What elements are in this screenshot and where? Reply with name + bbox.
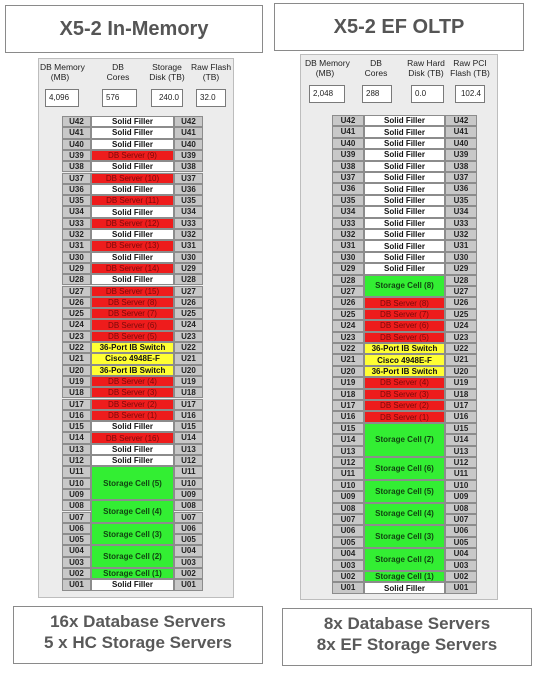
right-unit-label: U35 [445, 195, 477, 206]
left-unit-label: U23 [174, 331, 203, 342]
right-unit-label: U16 [332, 411, 364, 422]
left-unit-label: U07 [62, 512, 91, 523]
left-unit-label: U02 [174, 568, 203, 579]
left-header-3: Storage Disk (TB) [149, 62, 185, 82]
left-unit-label: U01 [174, 579, 203, 590]
right-unit-label: U42 [332, 115, 364, 126]
right-unit-label: U13 [445, 446, 477, 457]
left-unit-label: U35 [174, 195, 203, 206]
left-unit-label: U39 [174, 150, 203, 161]
right-unit-label: U20 [332, 366, 364, 377]
left-unit-label: U19 [174, 376, 203, 387]
left-unit-label: U20 [62, 365, 91, 376]
right-unit-label: U14 [332, 434, 364, 445]
right-unit-label: U24 [445, 320, 477, 331]
right-unit-label: U33 [332, 218, 364, 229]
left-component-cell: Storage Cell (4) [91, 500, 174, 523]
left-component-db: DB Server (8) [91, 297, 174, 308]
left-unit-label: U23 [62, 331, 91, 342]
right-component-db: DB Server (5) [364, 332, 445, 343]
right-component-db: DB Server (4) [364, 377, 445, 388]
right-unit-label: U36 [445, 183, 477, 194]
left-unit-label: U36 [174, 184, 203, 195]
left-unit-label: U37 [62, 173, 91, 184]
left-component-filler: Solid Filler [91, 444, 174, 455]
right-unit-label: U41 [332, 126, 364, 137]
left-component-filler: Solid Filler [91, 421, 174, 432]
left-component-db: DB Server (12) [91, 218, 174, 229]
right-unit-label: U07 [445, 514, 477, 525]
left-unit-label: U40 [62, 139, 91, 150]
right-title-text: X5-2 EF OLTP [333, 16, 465, 38]
left-unit-label: U06 [62, 523, 91, 534]
right-unit-label: U04 [332, 548, 364, 559]
right-header-3: Raw Hard Disk (TB) [407, 58, 445, 78]
right-unit-label: U24 [332, 320, 364, 331]
right-unit-label: U19 [332, 377, 364, 388]
right-unit-label: U03 [332, 560, 364, 571]
right-component-filler: Solid Filler [364, 161, 445, 172]
right-unit-label: U39 [332, 149, 364, 160]
right-component-filler: Solid Filler [364, 206, 445, 217]
left-component-filler: Solid Filler [91, 252, 174, 263]
left-unit-label: U08 [174, 500, 203, 511]
left-unit-label: U37 [174, 173, 203, 184]
left-header-1: DB Memory (MB) [40, 62, 85, 82]
left-component-ib: 36-Port IB Switch [91, 365, 174, 376]
right-unit-label: U38 [332, 161, 364, 172]
right-value-field-2: 288 [362, 85, 392, 103]
left-unit-label: U03 [62, 557, 91, 568]
left-component-db: DB Server (9) [91, 150, 174, 161]
left-unit-label: U15 [62, 421, 91, 432]
left-component-db: DB Server (4) [91, 376, 174, 387]
left-unit-label: U17 [62, 399, 91, 410]
left-unit-label: U22 [174, 342, 203, 353]
left-unit-label: U34 [62, 206, 91, 217]
right-unit-label: U12 [445, 457, 477, 468]
right-component-db: DB Server (2) [364, 400, 445, 411]
left-unit-label: U16 [62, 410, 91, 421]
right-unit-label: U29 [332, 263, 364, 274]
right-component-filler: Solid Filler [364, 218, 445, 229]
right-component-filler: Solid Filler [364, 138, 445, 149]
left-unit-label: U04 [174, 545, 203, 556]
left-component-filler: Solid Filler [91, 127, 174, 138]
left-unit-label: U03 [174, 557, 203, 568]
left-component-db: DB Server (13) [91, 240, 174, 251]
left-unit-label: U30 [62, 252, 91, 263]
left-component-ib: 36-Port IB Switch [91, 342, 174, 353]
right-unit-label: U14 [445, 434, 477, 445]
left-unit-label: U29 [62, 263, 91, 274]
right-component-ib: Cisco 4948E-F [364, 354, 445, 365]
left-unit-label: U05 [62, 534, 91, 545]
right-unit-label: U29 [445, 263, 477, 274]
left-value-field-2: 576 [102, 89, 137, 107]
right-unit-label: U25 [332, 309, 364, 320]
left-unit-label: U11 [174, 466, 203, 477]
right-unit-label: U32 [445, 229, 477, 240]
left-unit-label: U31 [62, 240, 91, 251]
left-component-db: DB Server (10) [91, 173, 174, 184]
left-component-filler: Solid Filler [91, 139, 174, 150]
right-component-cell: Storage Cell (7) [364, 423, 445, 457]
right-unit-label: U16 [445, 411, 477, 422]
left-unit-label: U28 [62, 274, 91, 285]
right-footer-line-2: 8x EF Storage Servers [316, 635, 498, 654]
right-unit-label: U32 [332, 229, 364, 240]
right-unit-label: U02 [445, 571, 477, 582]
right-component-cell: Storage Cell (2) [364, 548, 445, 571]
left-value-field-4: 32.0 [196, 89, 226, 107]
left-unit-label: U14 [174, 432, 203, 443]
right-header-4: Raw PCI Flash (TB) [450, 58, 490, 78]
right-unit-label: U28 [332, 275, 364, 286]
left-unit-label: U38 [174, 161, 203, 172]
left-component-cell: Storage Cell (3) [91, 523, 174, 546]
right-value-field-3: 0.0 [411, 85, 444, 103]
right-unit-label: U22 [445, 343, 477, 354]
left-unit-label: U02 [62, 568, 91, 579]
right-unit-label: U05 [332, 537, 364, 548]
right-unit-label: U21 [445, 354, 477, 365]
right-unit-label: U38 [445, 161, 477, 172]
left-component-db: DB Server (11) [91, 195, 174, 206]
left-unit-label: U41 [62, 127, 91, 138]
left-title-text: X5-2 In-Memory [59, 18, 209, 40]
right-unit-label: U30 [332, 252, 364, 263]
left-unit-label: U42 [62, 116, 91, 127]
left-component-filler: Solid Filler [91, 455, 174, 466]
left-unit-label: U10 [62, 478, 91, 489]
right-unit-label: U09 [445, 491, 477, 502]
right-unit-label: U08 [445, 503, 477, 514]
left-unit-label: U06 [174, 523, 203, 534]
left-unit-label: U14 [62, 432, 91, 443]
left-unit-label: U26 [174, 297, 203, 308]
right-unit-label: U31 [445, 240, 477, 251]
left-component-db: DB Server (16) [91, 432, 174, 443]
left-unit-label: U32 [62, 229, 91, 240]
right-component-cell: Storage Cell (5) [364, 480, 445, 503]
right-unit-label: U21 [332, 354, 364, 365]
left-unit-label: U25 [62, 308, 91, 319]
left-unit-label: U31 [174, 240, 203, 251]
right-unit-label: U42 [445, 115, 477, 126]
right-component-db: DB Server (8) [364, 297, 445, 308]
right-component-db: DB Server (3) [364, 389, 445, 400]
right-unit-label: U17 [445, 400, 477, 411]
left-unit-label: U29 [174, 263, 203, 274]
right-unit-label: U26 [445, 297, 477, 308]
right-unit-label: U08 [332, 503, 364, 514]
left-unit-label: U35 [62, 195, 91, 206]
right-unit-label: U28 [445, 275, 477, 286]
right-unit-label: U04 [445, 548, 477, 559]
right-unit-label: U40 [332, 138, 364, 149]
right-component-cell: Storage Cell (3) [364, 525, 445, 548]
left-unit-label: U11 [62, 466, 91, 477]
left-unit-label: U08 [62, 500, 91, 511]
right-unit-label: U27 [332, 286, 364, 297]
left-component-db: DB Server (14) [91, 263, 174, 274]
right-component-filler: Solid Filler [364, 149, 445, 160]
right-unit-label: U37 [332, 172, 364, 183]
left-unit-label: U27 [62, 286, 91, 297]
left-unit-label: U10 [174, 478, 203, 489]
left-footer [13, 606, 263, 664]
left-unit-label: U04 [62, 545, 91, 556]
left-component-db: DB Server (5) [91, 331, 174, 342]
left-unit-label: U33 [174, 218, 203, 229]
left-component-filler: Solid Filler [91, 229, 174, 240]
left-unit-label: U12 [62, 455, 91, 466]
right-unit-label: U41 [445, 126, 477, 137]
left-unit-label: U22 [62, 342, 91, 353]
left-component-filler: Solid Filler [91, 116, 174, 127]
right-component-filler: Solid Filler [364, 263, 445, 274]
left-unit-label: U36 [62, 184, 91, 195]
left-component-db: DB Server (7) [91, 308, 174, 319]
left-unit-label: U13 [174, 444, 203, 455]
right-unit-label: U10 [445, 480, 477, 491]
right-title [274, 3, 524, 51]
right-unit-label: U06 [332, 525, 364, 536]
right-component-db: DB Server (1) [364, 411, 445, 422]
right-unit-label: U33 [445, 218, 477, 229]
left-unit-label: U01 [62, 579, 91, 590]
left-unit-label: U27 [174, 286, 203, 297]
right-unit-label: U36 [332, 183, 364, 194]
right-unit-label: U12 [332, 457, 364, 468]
left-unit-label: U24 [62, 319, 91, 330]
left-component-cell: Storage Cell (5) [91, 466, 174, 500]
left-unit-label: U42 [174, 116, 203, 127]
right-unit-label: U11 [445, 468, 477, 479]
left-header-2: DB Cores [106, 62, 130, 82]
right-component-db: DB Server (7) [364, 309, 445, 320]
right-footer [282, 608, 532, 666]
right-component-filler: Solid Filler [364, 115, 445, 126]
right-component-filler: Solid Filler [364, 126, 445, 137]
left-unit-label: U18 [62, 387, 91, 398]
right-unit-label: U09 [332, 491, 364, 502]
right-unit-label: U19 [445, 377, 477, 388]
left-unit-label: U07 [174, 512, 203, 523]
right-unit-label: U23 [445, 332, 477, 343]
left-component-ib: Cisco 4948E-F [91, 353, 174, 364]
left-unit-label: U17 [174, 399, 203, 410]
left-component-db: DB Server (2) [91, 399, 174, 410]
right-component-filler: Solid Filler [364, 240, 445, 251]
left-component-db: DB Server (6) [91, 319, 174, 330]
left-footer-line-2: 5 x HC Storage Servers [43, 633, 233, 652]
left-value-field-1: 4,096 [45, 89, 79, 107]
right-unit-label: U20 [445, 366, 477, 377]
left-unit-label: U20 [174, 365, 203, 376]
right-header-2: DB Cores [364, 58, 388, 78]
right-unit-label: U18 [445, 389, 477, 400]
right-component-cell: Storage Cell (6) [364, 457, 445, 480]
left-unit-label: U24 [174, 319, 203, 330]
right-unit-label: U15 [332, 423, 364, 434]
right-component-filler: Solid Filler [364, 252, 445, 263]
right-unit-label: U26 [332, 297, 364, 308]
left-value-field-3: 240.0 [151, 89, 183, 107]
right-unit-label: U34 [445, 206, 477, 217]
left-component-cell: Storage Cell (1) [91, 568, 174, 579]
right-unit-label: U11 [332, 468, 364, 479]
left-unit-label: U12 [174, 455, 203, 466]
right-unit-label: U17 [332, 400, 364, 411]
left-component-filler: Solid Filler [91, 206, 174, 217]
left-unit-label: U09 [174, 489, 203, 500]
left-component-db: DB Server (15) [91, 286, 174, 297]
right-unit-label: U06 [445, 525, 477, 536]
left-unit-label: U16 [174, 410, 203, 421]
right-component-filler: Solid Filler [364, 172, 445, 183]
right-value-field-4: 102.4 [455, 85, 485, 103]
right-unit-label: U02 [332, 571, 364, 582]
right-component-cell: Storage Cell (1) [364, 571, 445, 582]
left-component-db: DB Server (1) [91, 410, 174, 421]
right-unit-label: U01 [445, 582, 477, 593]
right-footer-line-1: 8x Database Servers [323, 614, 491, 633]
right-component-filler: Solid Filler [364, 195, 445, 206]
left-unit-label: U38 [62, 161, 91, 172]
right-unit-label: U35 [332, 195, 364, 206]
right-unit-label: U23 [332, 332, 364, 343]
right-header-1: DB Memory (MB) [305, 58, 350, 78]
left-unit-label: U09 [62, 489, 91, 500]
left-unit-label: U21 [174, 353, 203, 364]
left-title [5, 5, 263, 53]
right-unit-label: U01 [332, 582, 364, 593]
right-component-filler: Solid Filler [364, 582, 445, 593]
left-unit-label: U33 [62, 218, 91, 229]
right-component-db: DB Server (6) [364, 320, 445, 331]
left-unit-label: U25 [174, 308, 203, 319]
right-unit-label: U05 [445, 537, 477, 548]
right-unit-label: U10 [332, 480, 364, 491]
right-unit-label: U25 [445, 309, 477, 320]
left-unit-label: U26 [62, 297, 91, 308]
right-component-ib: 36-Port IB Switch [364, 366, 445, 377]
right-unit-label: U39 [445, 149, 477, 160]
right-component-ib: 36-Port IB Switch [364, 343, 445, 354]
left-unit-label: U13 [62, 444, 91, 455]
right-unit-label: U34 [332, 206, 364, 217]
left-unit-label: U34 [174, 206, 203, 217]
right-unit-label: U30 [445, 252, 477, 263]
left-unit-label: U40 [174, 139, 203, 150]
left-component-filler: Solid Filler [91, 184, 174, 195]
left-component-filler: Solid Filler [91, 161, 174, 172]
left-unit-label: U15 [174, 421, 203, 432]
right-unit-label: U31 [332, 240, 364, 251]
right-value-field-1: 2,048 [309, 85, 345, 103]
left-footer-line-1: 16x Database Servers [50, 612, 226, 631]
right-unit-label: U37 [445, 172, 477, 183]
left-unit-label: U30 [174, 252, 203, 263]
right-component-filler: Solid Filler [364, 183, 445, 194]
left-unit-label: U41 [174, 127, 203, 138]
right-component-cell: Storage Cell (8) [364, 275, 445, 298]
left-unit-label: U32 [174, 229, 203, 240]
right-unit-label: U22 [332, 343, 364, 354]
left-component-filler: Solid Filler [91, 579, 174, 590]
left-unit-label: U39 [62, 150, 91, 161]
left-unit-label: U19 [62, 376, 91, 387]
left-component-filler: Solid Filler [91, 274, 174, 285]
right-unit-label: U07 [332, 514, 364, 525]
left-unit-label: U28 [174, 274, 203, 285]
left-unit-label: U21 [62, 353, 91, 364]
left-component-cell: Storage Cell (2) [91, 545, 174, 568]
left-unit-label: U05 [174, 534, 203, 545]
right-unit-label: U27 [445, 286, 477, 297]
right-unit-label: U13 [332, 446, 364, 457]
right-component-cell: Storage Cell (4) [364, 503, 445, 526]
right-unit-label: U40 [445, 138, 477, 149]
left-header-4: Raw Flash (TB) [191, 62, 232, 82]
right-unit-label: U15 [445, 423, 477, 434]
right-unit-label: U18 [332, 389, 364, 400]
left-component-db: DB Server (3) [91, 387, 174, 398]
right-unit-label: U03 [445, 560, 477, 571]
right-component-filler: Solid Filler [364, 229, 445, 240]
left-unit-label: U18 [174, 387, 203, 398]
